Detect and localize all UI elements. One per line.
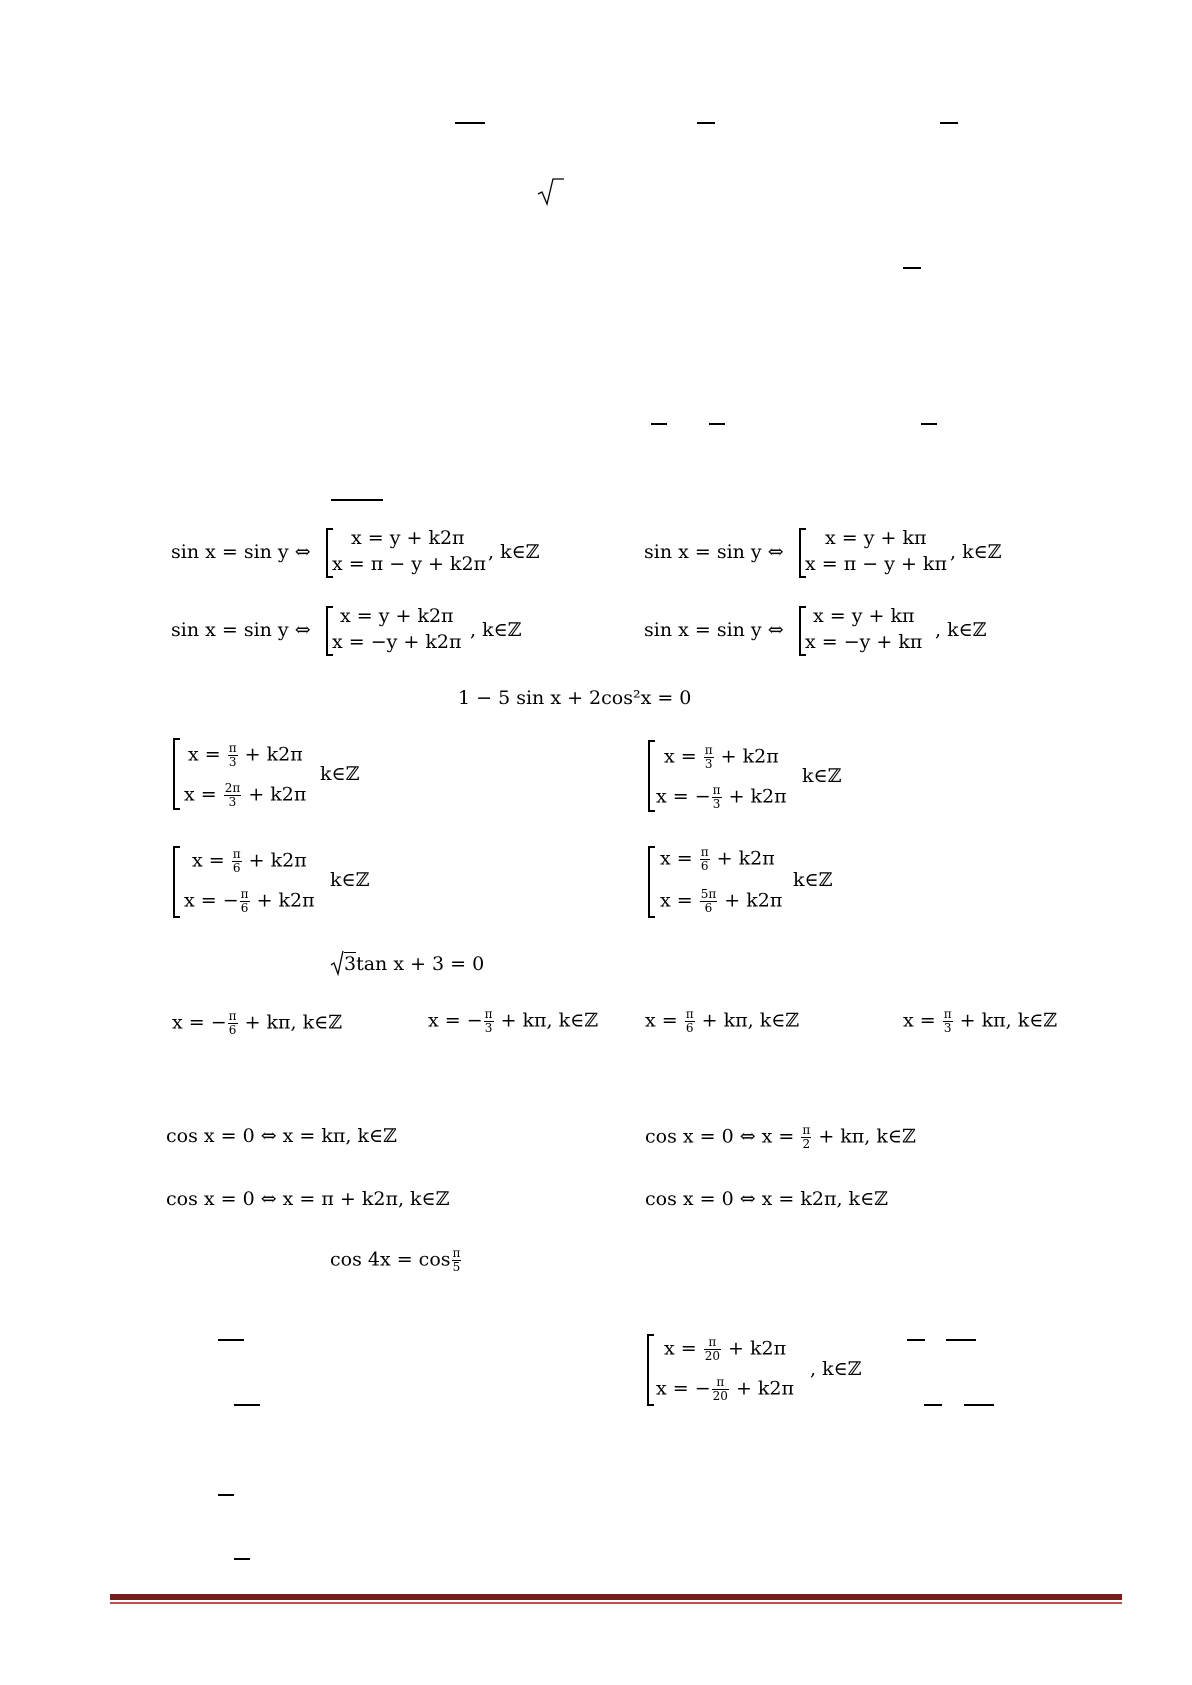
fraction-bar: [903, 267, 921, 269]
fraction-bar: [234, 1404, 260, 1406]
frac-num: π: [232, 847, 241, 861]
footer-rule: [110, 1594, 1122, 1600]
frac-num: π: [943, 1007, 952, 1021]
line-text: x =: [192, 849, 231, 872]
system-line: x = −y + kπ: [805, 631, 923, 653]
line-text: + k2π: [242, 783, 307, 806]
line-text: + k2π: [722, 1337, 787, 1360]
option-c-tan[interactable]: [645, 1008, 799, 1035]
radical-sign: [536, 176, 566, 206]
integer-condition: , k∈ℤ: [470, 619, 522, 641]
fraction-bar: [709, 423, 725, 425]
line-text: x =: [664, 745, 703, 768]
frac-den: 6: [228, 1023, 237, 1037]
fraction-bar: [964, 1404, 994, 1406]
equation-text: tan x + 3 = 0: [356, 953, 485, 975]
system-line: x = y + kπ: [813, 605, 915, 627]
line-text: x =: [184, 783, 223, 806]
line-text: x =: [660, 889, 699, 912]
line-text: x =: [664, 1337, 703, 1360]
frac-den: 3: [704, 757, 713, 771]
fraction-bar: [940, 122, 958, 124]
frac-num: 5π: [700, 887, 717, 901]
line-text: x =: [660, 847, 699, 870]
question-equation: [330, 952, 484, 976]
integer-condition: , k∈ℤ: [488, 541, 540, 563]
line-text: + k2π: [250, 889, 315, 912]
equation-lhs: sin x = sin y ⇔: [644, 619, 784, 641]
line-text: + k2π: [714, 745, 779, 768]
line-text: + kπ, k∈ℤ: [494, 1009, 599, 1032]
fraction-bar: [218, 1339, 244, 1341]
frac-den: 6: [685, 1021, 694, 1035]
line-text: + k2π: [242, 849, 307, 872]
fraction-bar: [697, 122, 715, 124]
system-line: x = −y + k2π: [332, 631, 462, 653]
system-line: x = y + k2π: [340, 605, 454, 627]
frac-num: π: [452, 1246, 461, 1260]
integer-condition: k∈ℤ: [793, 869, 833, 891]
line-text: + k2π: [729, 1377, 795, 1400]
fraction-bar: [234, 1558, 250, 1560]
system-line: x = y + kπ: [825, 527, 927, 549]
frac-den: 3: [943, 1021, 952, 1035]
fraction-bar: [218, 1494, 234, 1496]
underline: [331, 499, 383, 501]
line-text: x =: [645, 1009, 684, 1032]
question-equation: [330, 1247, 462, 1274]
frac-num: π: [712, 1376, 729, 1390]
frac-den: 5: [452, 1260, 461, 1274]
fraction-bar: [651, 423, 667, 425]
frac-den: 6: [232, 861, 241, 875]
integer-condition: k∈ℤ: [330, 869, 370, 891]
frac-den: 6: [240, 901, 249, 915]
frac-num: π: [700, 845, 709, 859]
line-text: + kπ, k∈ℤ: [238, 1011, 343, 1034]
frac-den: 3: [484, 1021, 493, 1035]
system-line: x = π − y + kπ: [805, 553, 947, 575]
integer-condition: , k∈ℤ: [950, 541, 1002, 563]
line-text: + k2π: [710, 847, 775, 870]
frac-den: 2: [802, 1137, 811, 1151]
footer-rule-thin: [110, 1602, 1122, 1604]
frac-den: 3: [228, 795, 237, 809]
frac-num: 2π: [224, 781, 241, 795]
fraction-bar: [907, 1339, 925, 1341]
frac-num: π: [484, 1007, 493, 1021]
integer-condition: k∈ℤ: [802, 765, 842, 787]
line-text: + kπ, k∈ℤ: [695, 1009, 800, 1032]
line-text: x = −: [656, 785, 711, 808]
frac-den: 20: [712, 1389, 728, 1403]
integer-condition: , k∈ℤ: [935, 619, 987, 641]
option-b-cos[interactable]: [645, 1124, 916, 1151]
line-text: x = −: [172, 1011, 227, 1034]
line-text: + k2π: [722, 785, 787, 808]
frac-den: 3: [712, 797, 721, 811]
system-line: x = y + k2π: [351, 527, 465, 549]
line-text: x =: [903, 1009, 942, 1032]
fraction-bar: [946, 1339, 976, 1341]
frac-den: 20: [704, 1349, 720, 1363]
integer-condition: , k∈ℤ: [810, 1358, 862, 1380]
frac-num: π: [704, 743, 713, 757]
frac-num: π: [228, 741, 237, 755]
line-text: x = −: [428, 1009, 483, 1032]
frac-num: π: [240, 887, 249, 901]
frac-num: π: [685, 1007, 694, 1021]
line-text: + k2π: [718, 889, 783, 912]
line-text: x = −: [656, 1377, 711, 1400]
question-equation: 1 − 5 sin x + 2cos²x = 0: [458, 687, 692, 709]
option-d-tan[interactable]: [903, 1008, 1057, 1035]
frac-den: 6: [700, 859, 709, 873]
equation-lhs: sin x = sin y ⇔: [644, 541, 784, 563]
frac-num: π: [712, 783, 721, 797]
line-text: + k2π: [238, 743, 303, 766]
radicand: 3: [344, 953, 357, 975]
line-text: x = −: [184, 889, 239, 912]
frac-num: π: [704, 1336, 721, 1350]
line-text: x =: [188, 743, 227, 766]
frac-den: 6: [704, 901, 713, 915]
equation-lhs: sin x = sin y ⇔: [171, 541, 311, 563]
line-text: cos x = 0 ⇔ x =: [645, 1125, 801, 1148]
option-a-cos[interactable]: cos x = 0 ⇔ x = kπ, k∈ℤ: [166, 1125, 397, 1147]
option-c-cos[interactable]: cos x = 0 ⇔ x = π + k2π, k∈ℤ: [166, 1188, 450, 1210]
option-d-cos[interactable]: cos x = 0 ⇔ x = k2π, k∈ℤ: [645, 1188, 889, 1210]
equation-text: cos 4x = cos: [330, 1248, 451, 1271]
frac-num: π: [802, 1123, 811, 1137]
fraction-bar: [921, 423, 937, 425]
option-b-tan[interactable]: [428, 1008, 598, 1035]
fraction-bar: [455, 122, 485, 124]
frac-num: π: [228, 1009, 237, 1023]
line-text: + kπ, k∈ℤ: [953, 1009, 1058, 1032]
integer-condition: k∈ℤ: [320, 763, 360, 785]
option-a-tan[interactable]: [172, 1010, 342, 1037]
line-text: + kπ, k∈ℤ: [812, 1125, 916, 1148]
equation-lhs: sin x = sin y ⇔: [171, 619, 311, 641]
system-line: x = π − y + k2π: [332, 553, 487, 575]
frac-den: 3: [228, 755, 237, 769]
fraction-bar: [924, 1404, 942, 1406]
